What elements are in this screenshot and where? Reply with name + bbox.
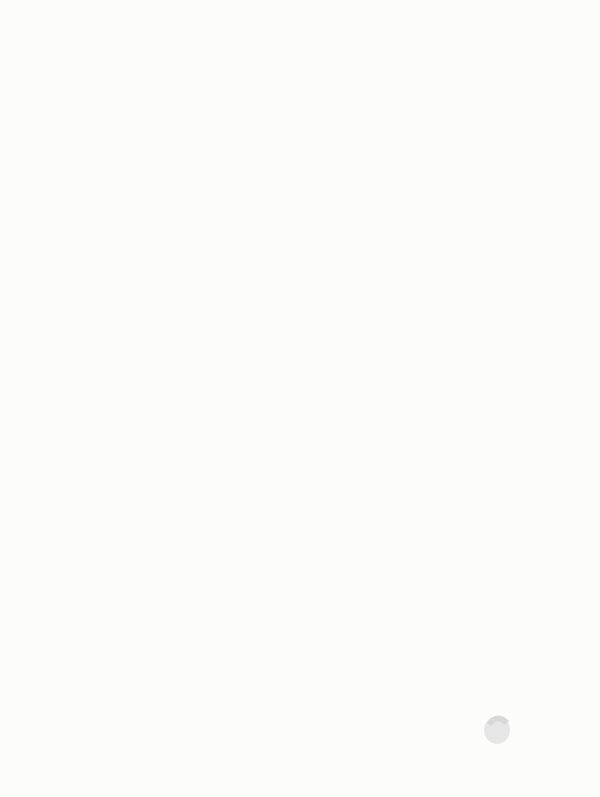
academy-watermark [421, 713, 571, 745]
athena-helmet-icon [421, 713, 571, 745]
running-head [142, 92, 546, 107]
running-title [534, 92, 546, 103]
book-page [142, 92, 546, 119]
archive-side-label [3, 40, 27, 280]
